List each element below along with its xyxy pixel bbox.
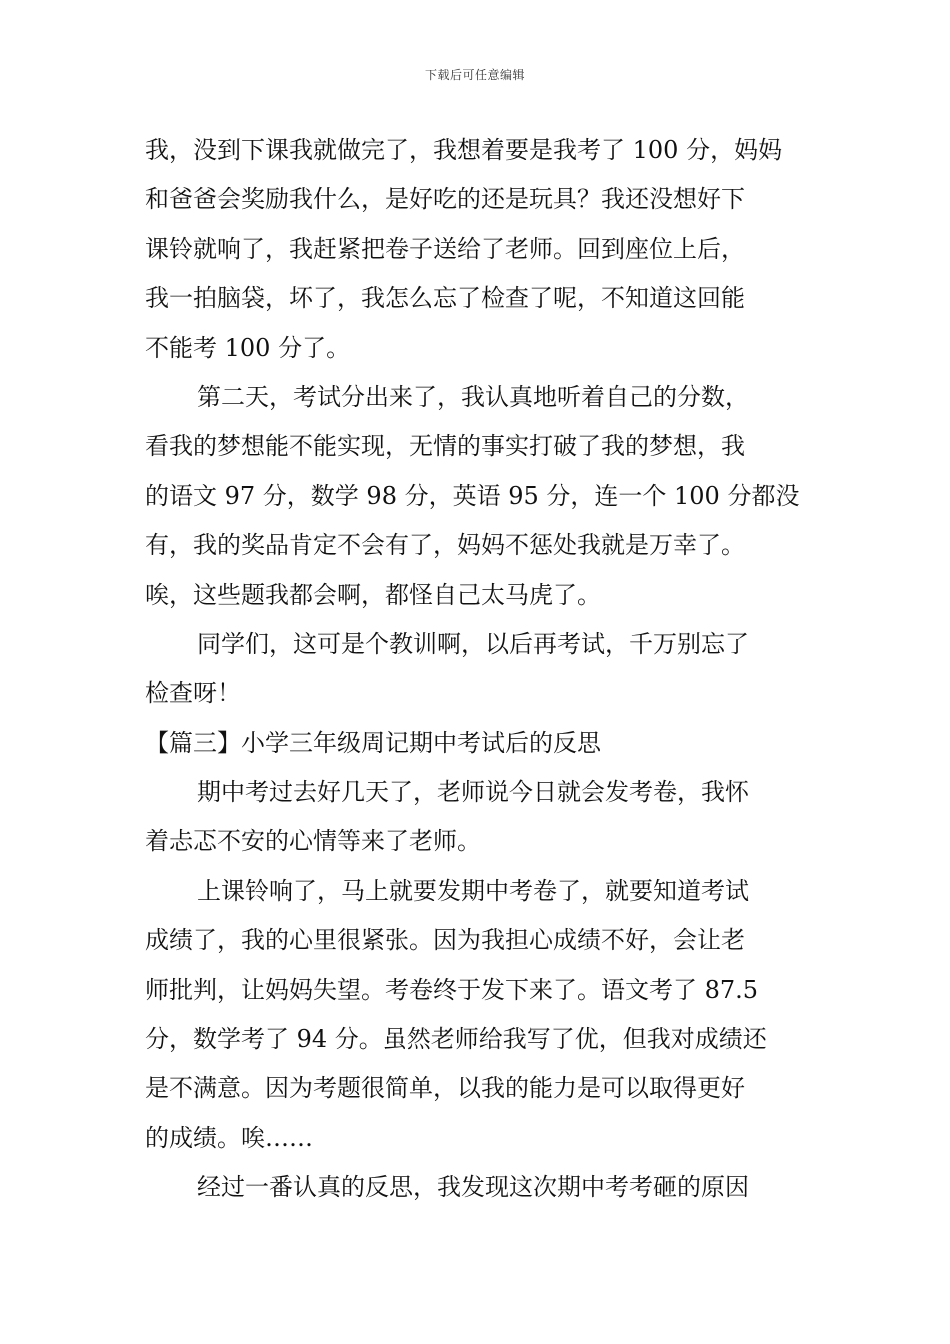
page-header: 下载后可任意编辑 (424, 68, 525, 82)
text-line: 的语文 97 分，数学 98 分，英语 95 分，连一个 100 分都没 (145, 481, 800, 510)
text-line: 的成绩。唉…… (145, 1123, 313, 1152)
section-heading: 【篇三】小学三年级周记期中考试后的反思 (145, 728, 601, 757)
text-line: 是不满意。因为考题很简单，以我的能力是可以取得更好 (145, 1074, 745, 1103)
text-line: 成绩了，我的心里很紧张。因为我担心成绩不好，会让老 (145, 926, 745, 955)
text-line: 期中考过去好几天了，老师说今日就会发考卷，我怀 (197, 778, 749, 807)
document-body (145, 126, 810, 1213)
text-line: 师批判，让妈妈失望。考卷终于发下来了。语文考了 87.5 (145, 975, 759, 1004)
text-line: 经过一番认真的反思，我发现这次期中考考砸的原因 (197, 1173, 749, 1202)
text-line: 分，数学考了 94 分。虽然老师给我写了优，但我对成绩还 (145, 1025, 767, 1054)
text-line: 我，没到下课我就做完了，我想着要是我考了 100 分，妈妈 (145, 136, 783, 164)
text-line: 我一拍脑袋，坏了，我怎么忘了检查了呢，不知道这回能 (145, 284, 745, 313)
text-line: 课铃就响了，我赶紧把卷子送给了老师。回到座位上后， (145, 234, 745, 263)
text-line: 着忐忑不安的心情等来了老师。 (145, 827, 481, 856)
text-line: 不能考 100 分了。 (145, 333, 351, 362)
text-line: 检查呀！ (145, 679, 241, 708)
text-line: 第二天，考试分出来了，我认真地听着自己的分数， (197, 382, 749, 411)
text-line: 同学们，这可是个教训啊，以后再考试，千万别忘了 (197, 629, 749, 658)
text-line: 上课铃响了，马上就要发期中考卷了，就要知道考试 (197, 876, 749, 905)
text-line: 看我的梦想能不能实现，无情的事实打破了我的梦想，我 (145, 432, 745, 461)
text-line: 和爸爸会奖励我什么，是好吃的还是玩具？我还没想好下 (145, 185, 745, 214)
text-line: 唉，这些题我都会啊，都怪自己太马虎了。 (145, 580, 601, 609)
text-line: 有，我的奖品肯定不会有了，妈妈不惩处我就是万幸了。 (145, 531, 745, 560)
